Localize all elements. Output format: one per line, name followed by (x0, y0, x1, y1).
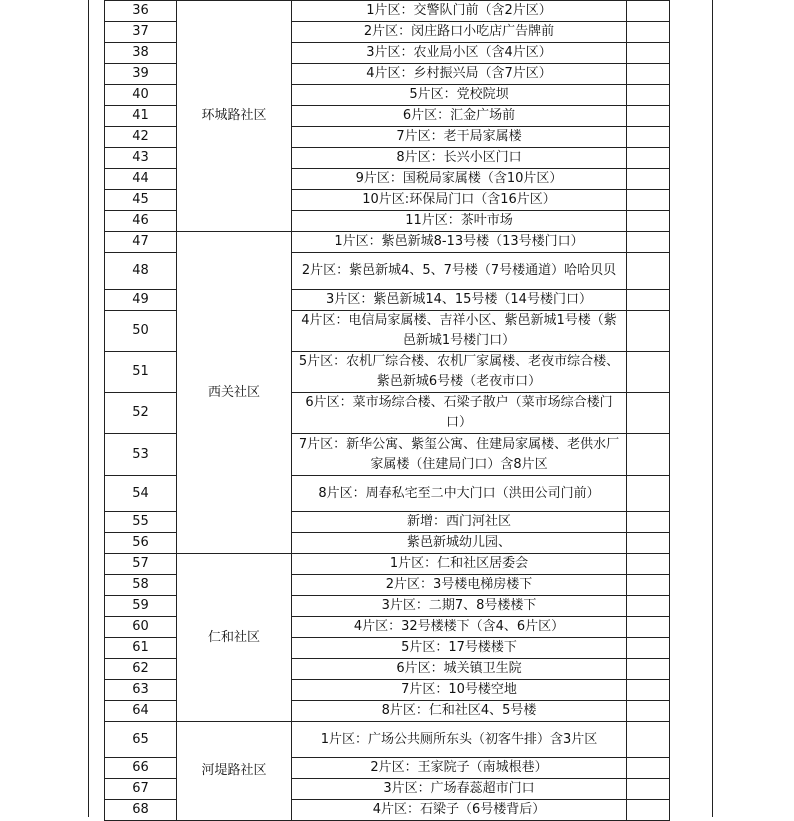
site-description: 8片区：周春私宅至二中大门口（洪田公司门前） (292, 476, 627, 512)
site-table-container (104, 0, 669, 817)
community-name: 河堤路社区 (177, 722, 292, 821)
row-number: 45 (105, 190, 177, 211)
row-number: 42 (105, 127, 177, 148)
row-number: 63 (105, 680, 177, 701)
blank-cell (627, 22, 670, 43)
site-description: 3片区：紫邑新城14、15号楼（14号楼门口） (292, 290, 627, 311)
blank-cell (627, 617, 670, 638)
row-number: 38 (105, 43, 177, 64)
site-description: 6片区：城关镇卫生院 (292, 659, 627, 680)
blank-cell (627, 434, 670, 476)
blank-cell (627, 352, 670, 393)
site-description: 2片区：紫邑新城4、5、7号楼（7号楼通道）哈哈贝贝 (292, 253, 627, 290)
site-description: 2片区：王家院子（南城根巷） (292, 758, 627, 779)
site-description: 8片区：仁和社区4、5号楼 (292, 701, 627, 722)
site-table-body (105, 1, 670, 821)
row-number: 67 (105, 779, 177, 800)
row-number: 44 (105, 169, 177, 190)
site-description: 新增：西门河社区 (292, 512, 627, 533)
row-number: 64 (105, 701, 177, 722)
row-number: 55 (105, 512, 177, 533)
row-number: 36 (105, 1, 177, 22)
blank-cell (627, 169, 670, 190)
blank-cell (627, 512, 670, 533)
site-description: 6片区：菜市场综合楼、石梁子散户（菜市场综合楼门口） (292, 393, 627, 434)
blank-cell (627, 290, 670, 311)
row-number: 66 (105, 758, 177, 779)
site-description: 4片区：电信局家属楼、吉祥小区、紫邑新城1号楼（紫邑新城1号楼门口） (292, 311, 627, 352)
blank-cell (627, 722, 670, 758)
blank-cell (627, 311, 670, 352)
blank-cell (627, 596, 670, 617)
blank-cell (627, 211, 670, 232)
row-number: 54 (105, 476, 177, 512)
blank-cell (627, 1, 670, 22)
row-number: 43 (105, 148, 177, 169)
row-number: 56 (105, 533, 177, 554)
table-row (105, 1, 670, 22)
site-description: 3片区：农业局小区（含4片区） (292, 43, 627, 64)
site-description: 9片区：国税局家属楼（含10片区） (292, 169, 627, 190)
blank-cell (627, 64, 670, 85)
table-row (105, 554, 670, 575)
site-description: 2片区：3号楼电梯房楼下 (292, 575, 627, 596)
site-description: 6片区：汇金广场前 (292, 106, 627, 127)
blank-cell (627, 554, 670, 575)
blank-cell (627, 476, 670, 512)
site-description: 4片区：32号楼楼下（含4、6片区） (292, 617, 627, 638)
row-number: 65 (105, 722, 177, 758)
row-number: 51 (105, 352, 177, 393)
community-name: 仁和社区 (177, 554, 292, 722)
row-number: 57 (105, 554, 177, 575)
site-description: 10片区:环保局门口（含16片区） (292, 190, 627, 211)
row-number: 62 (105, 659, 177, 680)
blank-cell (627, 575, 670, 596)
site-description: 1片区：紫邑新城8-13号楼（13号楼门口） (292, 232, 627, 253)
blank-cell (627, 106, 670, 127)
blank-cell (627, 800, 670, 821)
site-description: 3片区：广场春蕊超市门口 (292, 779, 627, 800)
blank-cell (627, 758, 670, 779)
site-description: 5片区：党校院坝 (292, 85, 627, 106)
table-row (105, 232, 670, 253)
row-number: 58 (105, 575, 177, 596)
row-number: 41 (105, 106, 177, 127)
site-description: 7片区：10号楼空地 (292, 680, 627, 701)
site-description: 11片区：茶叶市场 (292, 211, 627, 232)
left-edge-line (88, 0, 89, 817)
blank-cell (627, 779, 670, 800)
row-number: 59 (105, 596, 177, 617)
blank-cell (627, 659, 670, 680)
blank-cell (627, 680, 670, 701)
row-number: 68 (105, 800, 177, 821)
site-description: 4片区：乡村振兴局（含7片区） (292, 64, 627, 85)
row-number: 60 (105, 617, 177, 638)
row-number: 37 (105, 22, 177, 43)
blank-cell (627, 638, 670, 659)
blank-cell (627, 127, 670, 148)
row-number: 39 (105, 64, 177, 85)
site-description: 8片区：长兴小区门口 (292, 148, 627, 169)
blank-cell (627, 701, 670, 722)
blank-cell (627, 43, 670, 64)
site-description: 5片区：17号楼楼下 (292, 638, 627, 659)
site-description: 1片区：仁和社区居委会 (292, 554, 627, 575)
site-description: 7片区：新华公寓、紫玺公寓、住建局家属楼、老供水厂家属楼（住建局门口）含8片区 (292, 434, 627, 476)
blank-cell (627, 393, 670, 434)
row-number: 53 (105, 434, 177, 476)
blank-cell (627, 232, 670, 253)
blank-cell (627, 148, 670, 169)
site-description: 5片区：农机厂综合楼、农机厂家属楼、老夜市综合楼、紫邑新城6号楼（老夜市口） (292, 352, 627, 393)
blank-cell (627, 85, 670, 106)
blank-cell (627, 533, 670, 554)
row-number: 49 (105, 290, 177, 311)
row-number: 47 (105, 232, 177, 253)
row-number: 50 (105, 311, 177, 352)
site-description: 紫邑新城幼儿园、 (292, 533, 627, 554)
site-description: 2片区：闵庄路口小吃店广告牌前 (292, 22, 627, 43)
row-number: 61 (105, 638, 177, 659)
site-description: 4片区：石梁子（6号楼背后） (292, 800, 627, 821)
site-description: 1片区：交警队门前（含2片区） (292, 1, 627, 22)
blank-cell (627, 253, 670, 290)
row-number: 48 (105, 253, 177, 290)
right-edge-line (712, 0, 713, 817)
blank-cell (627, 190, 670, 211)
row-number: 46 (105, 211, 177, 232)
row-number: 52 (105, 393, 177, 434)
site-description: 1片区：广场公共厕所东头（初客牛排）含3片区 (292, 722, 627, 758)
site-table (104, 0, 670, 821)
community-name: 西关社区 (177, 232, 292, 554)
table-row (105, 722, 670, 758)
row-number: 40 (105, 85, 177, 106)
site-description: 3片区：二期7、8号楼楼下 (292, 596, 627, 617)
community-name: 环城路社区 (177, 1, 292, 232)
site-description: 7片区：老干局家属楼 (292, 127, 627, 148)
